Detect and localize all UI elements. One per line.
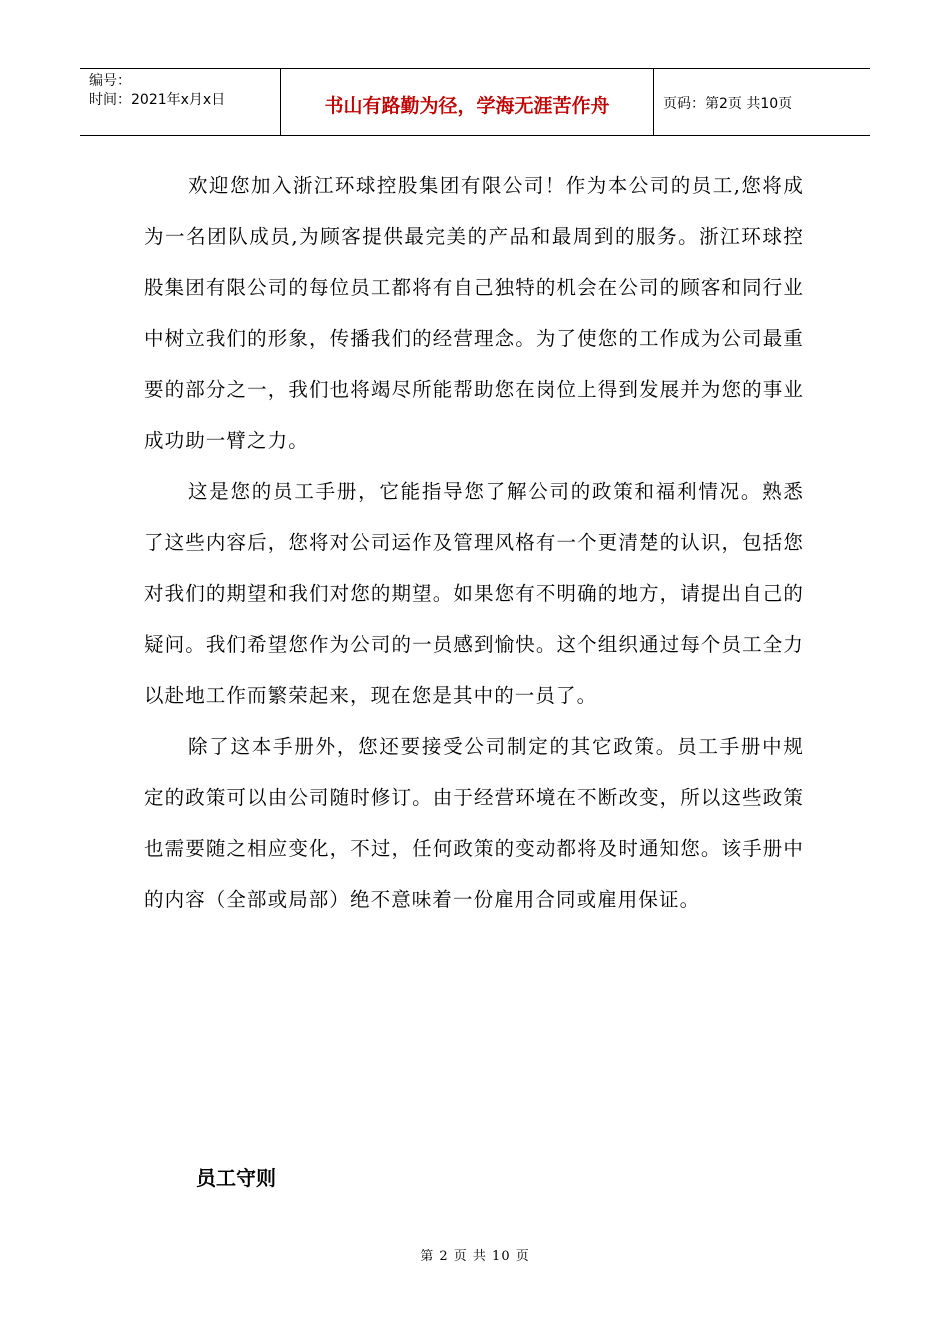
header-page-info: 页码：第2页 共10页: [663, 96, 793, 112]
page-header: [80, 68, 870, 136]
document-date: 时间：2021年x月x日: [89, 92, 226, 108]
document-body: [144, 160, 804, 925]
section-heading: 员工守则: [196, 1166, 276, 1190]
header-meta: [80, 69, 281, 135]
paragraph-welcome: 欢迎您加入浙江环球控股集团有限公司！作为本公司的员工,您将成为一名团队成员,为顾客提供最完美的产品和最周到的服务。浙江环球控股集团有限公司的每位员工都将有自己独特的机会在公司的顾客和同行业中树立我们的形象，传播我们的经营理念。为了使您的工作成为公司最重要的部分之一，我们也将竭尽所能帮助您在岗位上得到发展并为您的事业成功助一臂之力。: [144, 174, 804, 452]
paragraph-policies: 除了这本手册外，您还要接受公司制定的其它政策。员工手册中规定的政策可以由公司随时修订。由于经营环境在不断改变，所以这些政策也需要随之相应变化，不过，任何政策的变动都将及时通知您。该手册中的内容（全部或局部）绝不意味着一份雇用合同或雇用保证。: [144, 735, 804, 911]
document-number-label: 编号：: [89, 73, 131, 89]
paragraph-handbook-purpose: 这是您的员工手册，它能指导您了解公司的政策和福利情况。熟悉了这些内容后，您将对公司运作及管理风格有一个更清楚的认识，包括您对我们的期望和我们对您的期望。如果您有不明确的地方，请提出自己的疑问。我们希望您作为公司的一员感到愉快。这个组织通过每个员工全力以赴地工作而繁荣起来，现在您是其中的一员了。: [144, 480, 804, 707]
header-motto: 书山有路勤为径，学海无涯苦作舟: [281, 69, 654, 135]
page-footer: 第 2 页 共 10 页: [420, 1249, 530, 1264]
